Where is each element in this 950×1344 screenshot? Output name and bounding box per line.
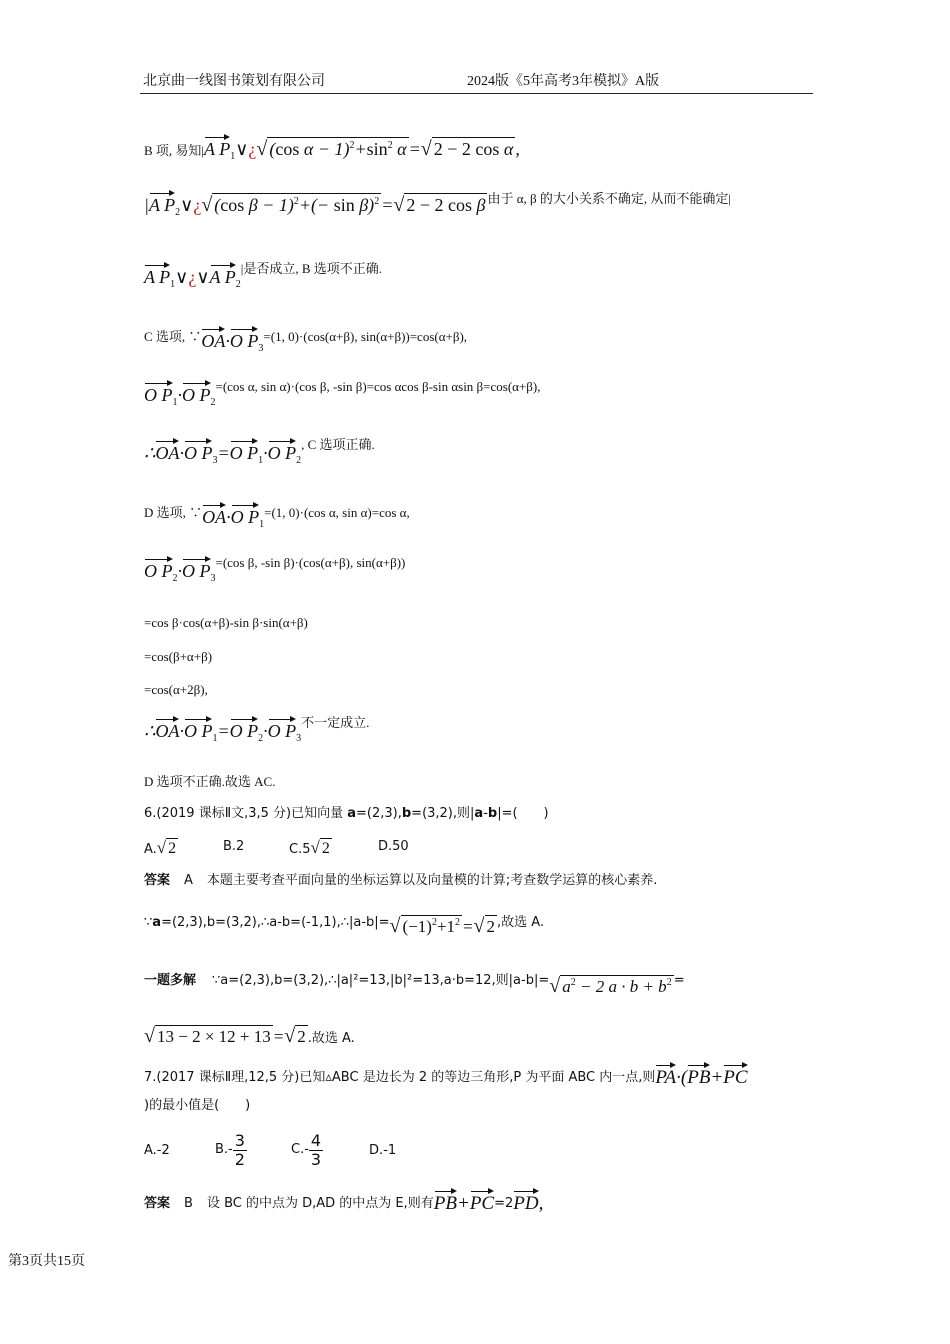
q6-diff-b: b (487, 806, 498, 821)
q6-alt-text: ∵a=(2,3),b=(3,2),∴|a|²=13,|b|²=13,a·b=12,则|a-b|= (212, 973, 550, 988)
header-divider (140, 93, 813, 94)
b-tail-text: |是否成立, B 选项不正确. (240, 261, 382, 276)
q6-option-a: A.√ 2 (144, 838, 177, 857)
d-expr1-text: =(1, 0)·(cos α, sin α)=cos α, (264, 505, 410, 520)
header-book-title: 2024版《5年高考3年模拟》A版 (467, 74, 660, 89)
q7-answer-eq: =2 (494, 1196, 514, 1211)
q6-a-value: =(2,3), (356, 806, 402, 821)
q6-option-d: D.50 (378, 839, 409, 854)
formula-c-conclusion: ∴OA·O $P_3=O$ $P_1\cdot O$ $P_2$ (144, 443, 301, 463)
formula-q7-pd: PD, (513, 1193, 543, 1214)
formula-q7-expression: PA·(PB+PC (655, 1067, 747, 1088)
q6-stem-prefix: 6.(2019 课标Ⅱ文,3,5 分)已知向量 (144, 806, 348, 821)
formula-q6-alt-sqrt: √ $a^2 - 2$ $a \cdot b + b^2$ (549, 975, 672, 997)
q7-stem-line (144, 1060, 748, 1088)
q7-option-c: C.- $\frac{4}{3}$ (291, 1131, 322, 1170)
b-intro-text: B 项, 易知| (144, 143, 205, 158)
q6-option-c: C.5√ 2 (289, 838, 330, 857)
q6-options (144, 838, 409, 858)
formula-ap1-ap2-compare: A $P_1\vee¿\vee A$ $P_2$ (144, 267, 241, 287)
c-item-line-2 (144, 380, 541, 407)
header-publisher: 北京曲一线图书策划有限公司 (143, 74, 325, 89)
q6-answer-label: 答案 (144, 873, 171, 888)
b-item-line-2 (144, 190, 731, 217)
q6-answer-text: 本题主要考查平面向量的坐标运算以及向量模的计算;考查数学运算的核心素养. (206, 873, 658, 888)
formula-oa-op1: OA·O $P_1$ (202, 507, 264, 527)
formula-q7-answer: PB+PC (434, 1193, 494, 1214)
c-conclusion-text: , C 选项正确. (301, 437, 375, 452)
formula-ap1-magnitude: A $P_1\vee¿√$ (cos $\alpha - 1)^2+\sin^2$ α =√ 2 − 2 cos α , (204, 139, 520, 159)
q7-answer-line (144, 1186, 543, 1214)
q7-option-a: A.-2 (144, 1143, 170, 1158)
q7-option-d: D.-1 (369, 1143, 397, 1158)
q6-answer-line (144, 873, 657, 889)
q6-diff-minus: - (483, 806, 488, 821)
q6-b-value: =(3,2),则| (411, 806, 475, 821)
q6-calc-text: =(2,3),b=(3,2),∴a-b=(-1,1),∴|a-b|= (161, 915, 390, 930)
c-expr1-text: =(1, 0)·(cos(α+β), sin(α+β))=cos(α+β), (263, 329, 468, 344)
q6-answer-key: A (184, 873, 193, 888)
q6-stem (144, 806, 549, 822)
q7-answer-key: B (184, 1196, 193, 1211)
d-step-1: =cos β·cos(α+β)-sin β·sin(α+β) (144, 615, 308, 630)
q7-answer-text: 设 BC 的中点为 D,AD 的中点为 E,则有 (206, 1196, 434, 1211)
q6-alt-line-2 (144, 1024, 355, 1048)
c-item-line-3 (144, 438, 375, 465)
q6-stem-suffix: |=( ) (497, 806, 549, 821)
c-intro-text: C 选项, ∵ (144, 329, 202, 344)
q6-calc-a: a (152, 915, 162, 930)
d-intro-text: D 选项, ∵ (144, 505, 203, 520)
q6-alt-line (144, 966, 685, 997)
q6-alt-end: = (673, 973, 685, 988)
q7-answer-label: 答案 (144, 1196, 171, 1211)
q7-stem: 7.(2017 课标Ⅱ理,12,5 分)已知▵ABC 是边长为 2 的等边三角形,P 为平面 ABC 内一点,则 (144, 1070, 656, 1085)
formula-d-conclusion: ∴OA·O $P_1=O$ $P_2\cdot O$ $P_3$ (144, 721, 301, 741)
c-item-line-1 (144, 322, 468, 354)
d-expr2-text: =(cos β, -sin β)·(cos(α+β), sin(α+β)) (215, 555, 406, 570)
formula-q6-alt-final: √ 13 − 2 × 12 + 13 =√ 2 (144, 1025, 306, 1047)
q6-option-b: B.2 (223, 839, 245, 854)
q6-alt-label: 一题多解 (144, 973, 197, 988)
q6-calc-suffix: ,故选 A. (497, 915, 545, 930)
d-conclusion-text: 不一定成立. (301, 715, 370, 730)
q6-diff-a: a (474, 806, 484, 821)
q6-alt-final-text: .故选 A. (307, 1031, 355, 1046)
q7-stem-cont: )的最小值是( ) (144, 1098, 251, 1113)
d-item-line-1 (144, 498, 410, 530)
d-step-2: =cos(β+α+β) (144, 649, 213, 664)
footer-page-info: 第3页共15页 (8, 1254, 85, 1269)
c-expr2-text: =(cos α, sin α)·(cos β, -sin β)=cos αcos β-sin αsin β=cos(α+β), (215, 379, 541, 394)
q6-vector-b: b (401, 806, 412, 821)
formula-op2-op3: O $P_2\cdot O$ $P_3$ (144, 561, 216, 581)
b-item-line-1 (144, 134, 520, 161)
d-step-3: =cos(α+2β), (144, 682, 208, 697)
formula-ap2-magnitude: |A $P_2\vee¿√$ (cos $\beta - 1)^2+(- \sin \beta)^2$ =√ 2 − 2 cos β (144, 195, 487, 215)
q7-option-b: B.- $\frac{3}{2}$ (215, 1131, 245, 1170)
b-item-line-3 (144, 262, 382, 289)
formula-oa-op3: OA·O $P_3$ (201, 331, 263, 351)
d-item-line-conclusion (144, 716, 369, 743)
q6-vector-a: a (347, 806, 357, 821)
final-answer-5: D 选项不正确.故选 AC. (144, 774, 276, 789)
q6-calc-line (144, 908, 545, 937)
formula-op1-op2: O $P_1\cdot O$ $P_2$ (144, 385, 216, 405)
formula-q6-magnitude: √ $(-1)^2+1^2$ =√ 2 (389, 915, 496, 937)
q6-calc-prefix: ∵ (144, 915, 153, 930)
b-mid-text: 由于 α, β 的大小关系不确定, 从而不能确定| (487, 191, 731, 206)
d-item-line-2 (144, 556, 405, 583)
